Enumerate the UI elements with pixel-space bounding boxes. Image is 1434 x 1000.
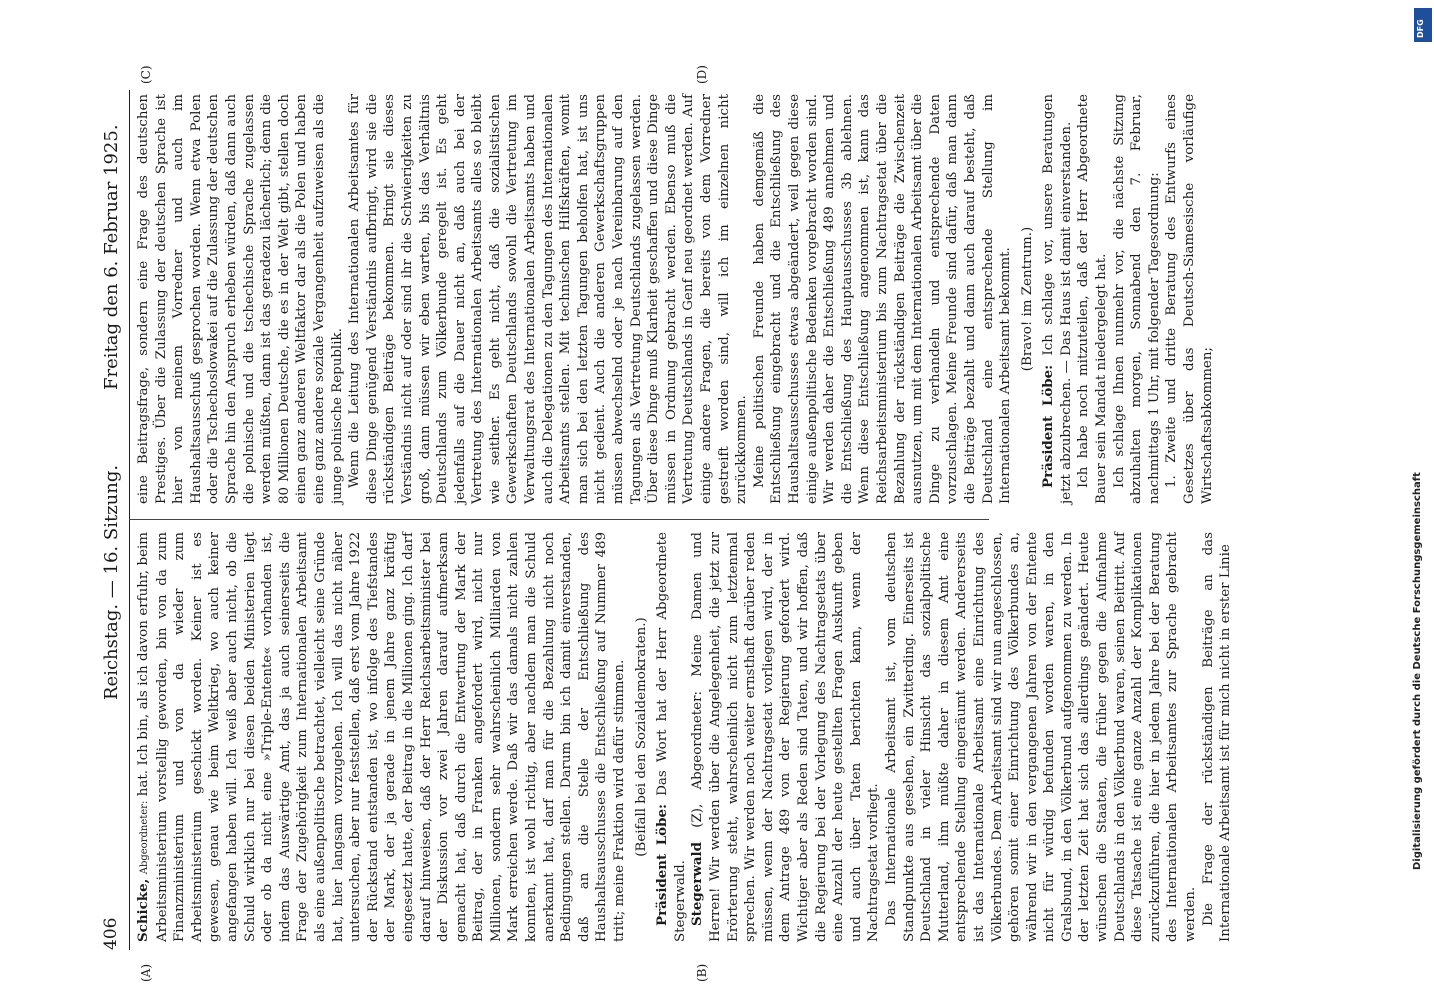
paragraph (689, 532, 883, 942)
paragraph: Wenn die Leitung des Internationalen Arbeitsamtes für diese Dinge genügend Verständnis aufbringt, wird sie die rückständigen Beiträge bekommen. Bringt sie dieses Verständnis nicht auf oder sind ihr die Schwierigkeiten zu groß, dann müssen wir eben warten, bis das Verhältnis Deutschlands zum Völkerbunde geregelt ist. Es geht jedenfalls auf die Dauer nicht an, daß auch bei der Vertretung des Internationalen Arbeitsamts alles so bleibt wie seither. Es geht nicht, daß die sozialistischen Gewerkschaften Deutschlands sowohl die Vertretung im Verwaltungsrat des Internationalen Arbeitsamts haben und auch die Delegationen zu den Tagungen des Internationalen Arbeitsamts stellen. Mit technischen Hilfskräften, womit man sich bei den letzten Tagungen beholfen hat, ist uns nicht gedient. Auch die anderen Gewerkschaftsgruppen müssen abwechselnd oder je nach Vereinbarung auf den Tagungen als Vertretung Deutschlands zugelassen werden. Über diese Dinge muß Klarheit geschaffen und diese Dinge müssen in Ordnung gebracht werden. Ebenso muß die Vertretung Deutschlands in Genf neu geordnet werden. Auf einige andere Fragen, die bereits von dem Vorredner gestreift worden sind, will ich im einzelnen nicht zurückkommen. (347, 93, 750, 504)
agenda-item: 1. Zweite und dritte Beratung des Entwurfs eines Gesetzes über das Deutsch-Siamesische vorläufige Wirtschaftsabkommen; (1164, 94, 1215, 504)
paragraph: Das Internationale Arbeitsamt ist, vom deutschen Standpunkte aus gesehen, ein Zwitterding. Einerseits ist Deutschland in vieler Hinsicht das sozialpolitische Mutterland, ihm müßte daher in diesem Amt eine entsprechende Stellung eingeräumt werden. Andererseits ist das Internationale Arbeitsamt eine Einrichtung des Völkerbundes. Dem Arbeitsamt sind wir nun angeschlossen, gehören somit einer Einrichtung des Völkerbundes an, während wir in den vergangenen Jahren von der Entente nicht für würdig befunden worden waren, in den Gralsbund, in den Völkerbund aufgenommen zu werden. In der letzten Zeit hat sich das allerdings geändert. Heute wünschen die Staaten, die früher gegen die Aufnahme Deutschlands in den Völkerbund waren, seinen Beitritt. Auf diese Tatsache ist eine ganze Anzahl der Komplikationen zurückzuführen, die hier in jedem Jahre bei der Beratung des Internationalen Arbeitsamtes zur Sprache gebracht werden. (883, 532, 1199, 942)
paragraph-text: (Z), Abgeordneter: Meine Damen und Herren! Wir werden über die Angelegenheit, die jetzt zur Erörterung steht, wahrscheinlich nicht zum letztenmal sprechen. Wir werden noch weiter ernsthaft darüber reden müssen, wenn der Nachtragsetat vorliegen wird, der in dem Antrage 489 von der Regierung gefordert wird. Wichtiger aber als Reden sind Taten, und wir hoffen, daß die Regierung bei der Vorlegung des Nachtragsetats über eine Anzahl der heute gestellten Fragen Auskunft geben und auch über Taten berichten kann, wenn der Nachtragsetat vorliegt. (690, 532, 882, 942)
speaker-name: Präsident Löbe: (654, 804, 671, 926)
margin-marker-c: (C) (139, 65, 153, 84)
margin-marker-d: (D) (695, 65, 709, 84)
digitization-text: Digitalisierung gefördert durch die Deutsche Forschungsgemeinschaft (1412, 472, 1423, 870)
rotated-page (95, 65, 1385, 982)
session-date: Freitag den 6. Februar 1925. (101, 124, 122, 390)
page-header (95, 90, 125, 950)
paragraph: Die Frage der rückständigen Beiträge an das Internationale Arbeitsamt ist für mich nicht in erster Linie (1200, 532, 1234, 942)
applause-note: (Bravo! im Zentrum.) (1019, 226, 1035, 372)
header-rule (129, 90, 130, 950)
margin-marker-a: (A) (139, 963, 153, 982)
right-column (135, 94, 1216, 504)
margin-marker-b: (B) (695, 963, 709, 982)
paragraph: Ich schlage Ihnen nunmehr vor, die nächste Sitzung abzuhalten morgen, Sonnabend den 7. Februar, nachmittags 1 Uhr, mit folgender Tagesordnung: (1111, 94, 1162, 504)
paragraph-text: Das Wort hat der Herr Abgeordnete Stegerwald. (655, 532, 688, 942)
page-number: 406 (101, 917, 121, 950)
session-title: Reichstag. — 16. Sitzung. (101, 464, 122, 700)
dfg-logo-text: DFG (1416, 19, 1425, 38)
paragraph: eine Beitragsfrage, sondern eine Frage des deutschen Prestiges. Über die Zulassung der deutschen Sprache ist hier von meinem Vorredner und auch im Haushaltsausschuß gesprochen worden. Wenn etwa Polen oder die Tschechoslowakei auf die Zulassung der deutschen Sprache hin den Anspruch erheben würden, daß dann auch die polnische und die tschechische Sprache zugelassen werden müßten, dann ist das geradezu lächerlich; denn die 80 Millionen Deutsche, die es in der Welt gibt, stellen doch einen ganz anderen Weltfaktor dar als die Polen und haben eine ganz andere soziale Vergangenheit aufzuweisen als die junge polnische Republik. (136, 94, 345, 504)
paragraph (135, 532, 629, 942)
paragraph-text: Ich schlage vor, unsere Beratungen jetzt abzubrechen. — Das Haus ist damit einverstanden. (1041, 94, 1074, 504)
speaker-name: Präsident Löbe: (1040, 364, 1057, 488)
paragraph (1040, 94, 1075, 504)
column-divider (129, 519, 989, 520)
speaker-role: Abgeordneter: (139, 800, 150, 875)
paragraph: Ich habe noch mitzuteilen, daß der Herr Abgeordnete Bauer sein Mandat niedergelegt hat. (1076, 94, 1110, 504)
paragraph: Meine politischen Freunde haben demgemäß die Entschließung eingebracht und die Entschließung des Haushaltsausschusses etwas abgeändert, weil gegen diese einige außenpolitische Bedenken vorgebracht worden sind. Wir werden daher die Entschließung 489 annehmen und die Entschließung des Hauptausschusses 3b ablehnen. Wenn diese Entschließung angenommen ist, kann das Reichsarbeitsministerium bis zum Nachtragsetat über die Bezahlung der rückständigen Beiträge die Zwischenzeit ausnutzen, um mit dem Internationalen Arbeitsamt über die Dinge zu verhandeln und entsprechende Daten vorzuschlagen. Meine Freunde sind dafür, daß man dann die Beiträge bezahlt und dann auch darauf besteht, daß Deutschland eine entsprechende Stellung im Internationalen Arbeitsamt bekommt. (751, 94, 1014, 504)
speaker-name: Stegerwald (689, 842, 706, 926)
left-column (135, 532, 1235, 942)
digitization-note (1412, 130, 1432, 870)
speaker-name: Schicke, (135, 878, 151, 942)
applause-note: (Beifall bei den Sozialdemokraten.) (633, 617, 649, 857)
dfg-logo (1414, 8, 1432, 42)
paragraph (654, 532, 689, 942)
paragraph-text: hat. Ich bin, als ich davon erfuhr, beim Arbeitsministerium vorstellig geworden, bin von da zum Finanzministerium und von da wieder zum Arbeitsministerium geschickt worden. Keiner ist es gewesen, genau wie beim Weltkrieg, wo auch keiner angefangen haben will. Ich weiß aber auch nicht, ob die Schuld wirklich nur bei diesen beiden Ministerien liegt oder ob da nicht eine »Triple-Entente« vorhanden ist, indem das Auswärtige Amt, das ja auch seinerseits die Frage der Zugehörigkeit zum Internationalen Arbeitsamt als eine außenpolitische betrachtet, vielleicht seine Gründe hat, hier langsam vorzugehen. Ich will das nicht näher untersuchen, aber nur feststellen, daß erst vom Jahre 1922 der Rückstand entstanden ist, wo infolge des Tiefstandes der Mark, der ja gerade in jenem Jahre ganz kräftig eingesetzt hatte, der Beitrag in die Millionen ging. Ich darf darauf hinweisen, daß der Herr Reichsarbeitsminister bei der Diskussion vor zwei Jahren darauf aufmerksam gemacht hat, daß durch die Entwertung der Mark der Beitrag, der in Franken angefordert wird, nicht nur Millionen, sondern sehr wahrscheinlich Milliarden von Mark erreichen werde. Daß wir das damals nicht zahlen konnten, ist wohl richtig, aber nachdem man die Schuld anerkannt hat, darf man für die Bezahlung nicht noch Bedingungen stellen. Darum bin ich damit einverstanden, daß an die Stelle der Entschließung des Haushaltsausschusses die Entschließung auf Nummer 489 tritt; meine Fraktion wird dafür stimmen. (136, 532, 628, 942)
